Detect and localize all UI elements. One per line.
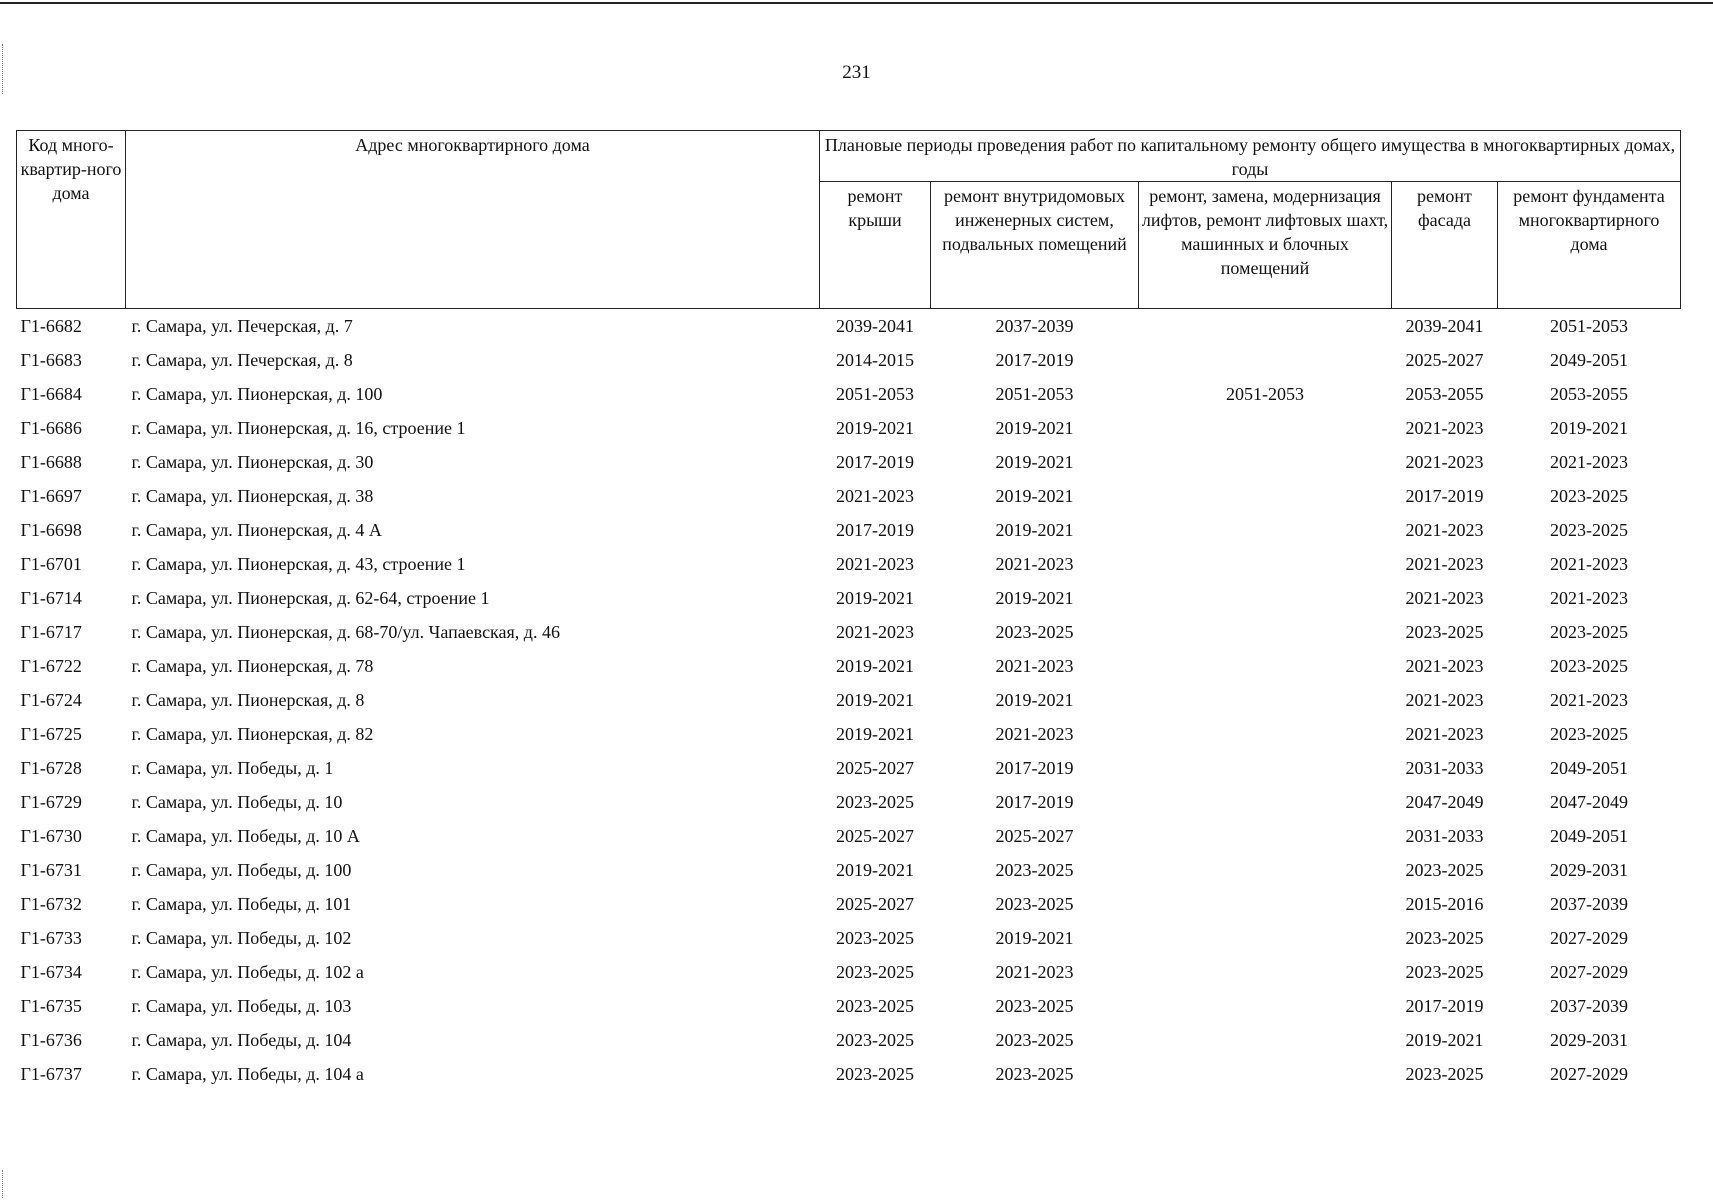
scan-edge-mark	[2, 1170, 3, 1198]
cell-systems: 2019-2021	[995, 418, 1074, 438]
cell-roof: 2019-2021	[836, 724, 914, 744]
cell-address: г. Самара, ул. Пионерская, д. 62-64, строение 1	[131, 588, 490, 608]
cell-address: г. Самара, ул. Победы, д. 10	[131, 792, 343, 812]
cell-address: г. Самара, ул. Печерская, д. 8	[131, 350, 353, 370]
cell-address: г. Самара, ул. Пионерская, д. 16, строение 1	[131, 418, 466, 438]
cell-facade: 2019-2021	[1405, 1030, 1484, 1050]
cell-elevators	[1139, 785, 1392, 819]
table-row	[17, 411, 1681, 445]
cell-systems: 2023-2025	[995, 860, 1074, 880]
cell-foundation: 2051-2053	[1550, 316, 1628, 336]
cell-foundation: 2023-2025	[1550, 520, 1628, 540]
cell-systems: 2021-2023	[995, 724, 1074, 744]
cell-facade: 2017-2019	[1405, 996, 1484, 1016]
cell-facade: 2031-2033	[1405, 826, 1484, 846]
cell-facade: 2023-2025	[1405, 622, 1484, 642]
table-row	[17, 547, 1681, 581]
cell-roof: 2023-2025	[836, 792, 914, 812]
table-row	[17, 513, 1681, 547]
cell-foundation: 2027-2029	[1550, 962, 1628, 982]
cell-roof: 2019-2021	[836, 588, 914, 608]
cell-code: Г1-6714	[20, 588, 82, 608]
cell-roof: 2021-2023	[836, 554, 914, 574]
cell-address: г. Самара, ул. Пионерская, д. 43, строение 1	[131, 554, 466, 574]
cell-address: г. Самара, ул. Победы, д. 104 а	[131, 1064, 364, 1084]
cell-elevators	[1139, 445, 1392, 479]
cell-elevators	[1139, 547, 1392, 581]
cell-facade: 2021-2023	[1405, 588, 1484, 608]
cell-code: Г1-6725	[20, 724, 82, 744]
cell-elevators	[1139, 479, 1392, 513]
cell-elevators	[1139, 615, 1392, 649]
cell-systems: 2021-2023	[995, 962, 1074, 982]
cell-foundation: 2037-2039	[1550, 894, 1628, 914]
cell-address: г. Самара, ул. Пионерская, д. 8	[131, 690, 365, 710]
cell-systems: 2025-2027	[995, 826, 1074, 846]
cell-roof: 2039-2041	[836, 316, 914, 336]
cell-systems: 2019-2021	[995, 452, 1074, 472]
cell-roof: 2021-2023	[836, 486, 914, 506]
cell-address: г. Самара, ул. Победы, д. 104	[131, 1030, 352, 1050]
cell-address: г. Самара, ул. Победы, д. 102	[131, 928, 352, 948]
cell-elevators	[1139, 819, 1392, 853]
cell-systems: 2051-2053	[995, 384, 1074, 404]
cell-foundation: 2023-2025	[1550, 622, 1628, 642]
table-row	[17, 445, 1681, 479]
cell-facade: 2039-2041	[1405, 316, 1484, 336]
cell-elevators	[1139, 1057, 1392, 1091]
cell-systems: 2023-2025	[995, 894, 1074, 914]
cell-facade: 2021-2023	[1405, 520, 1484, 540]
cell-code: Г1-6688	[20, 452, 82, 472]
cell-foundation: 2023-2025	[1550, 656, 1628, 676]
cell-systems: 2021-2023	[995, 554, 1074, 574]
cell-elevators	[1139, 581, 1392, 615]
cell-foundation: 2019-2021	[1550, 418, 1628, 438]
cell-facade: 2021-2023	[1405, 656, 1484, 676]
cell-roof: 2023-2025	[836, 928, 914, 948]
cell-code: Г1-6684	[20, 384, 82, 404]
cell-foundation: 2049-2051	[1550, 350, 1628, 370]
cell-facade: 2021-2023	[1405, 418, 1484, 438]
cell-elevators	[1139, 343, 1392, 377]
cell-roof: 2051-2053	[836, 384, 914, 404]
cell-code: Г1-6733	[20, 928, 82, 948]
cell-foundation: 2023-2025	[1550, 486, 1628, 506]
cell-facade: 2021-2023	[1405, 554, 1484, 574]
cell-roof: 2017-2019	[836, 520, 914, 540]
header-foundation: ремонт фундамента многоквартирного дома	[1498, 182, 1681, 309]
header-periods: Плановые периоды проведения работ по капитальному ремонту общего имущества в многоквартирных домах, годы	[820, 131, 1681, 182]
cell-elevators	[1139, 649, 1392, 683]
table-row	[17, 581, 1681, 615]
cell-facade: 2023-2025	[1405, 928, 1484, 948]
table-row	[17, 615, 1681, 649]
cell-elevators	[1139, 989, 1392, 1023]
cell-address: г. Самара, ул. Пионерская, д. 30	[131, 452, 374, 472]
cell-code: Г1-6734	[20, 962, 82, 982]
cell-systems: 2019-2021	[995, 588, 1074, 608]
cell-address: г. Самара, ул. Победы, д. 103	[131, 996, 352, 1016]
cell-foundation: 2049-2051	[1550, 758, 1628, 778]
cell-address: г. Самара, ул. Победы, д. 100	[131, 860, 352, 880]
cell-roof: 2017-2019	[836, 452, 914, 472]
cell-roof: 2023-2025	[836, 1030, 914, 1050]
cell-elevators: 2051-2053	[1226, 384, 1304, 404]
cell-roof: 2023-2025	[836, 962, 914, 982]
cell-address: г. Самара, ул. Победы, д. 101	[131, 894, 352, 914]
cell-code: Г1-6730	[20, 826, 82, 846]
cell-elevators	[1139, 717, 1392, 751]
cell-code: Г1-6698	[20, 520, 82, 540]
cell-facade: 2053-2055	[1405, 384, 1484, 404]
table-row	[17, 479, 1681, 513]
page-number: 231	[842, 62, 871, 83]
cell-systems: 2017-2019	[995, 350, 1074, 370]
cell-roof: 2019-2021	[836, 690, 914, 710]
table-row	[17, 649, 1681, 683]
table-row	[17, 1057, 1681, 1091]
header-elevators: ремонт, замена, модернизация лифтов, ремонт лифтовых шахт, машинных и блочных помещений	[1139, 182, 1392, 309]
cell-roof: 2025-2027	[836, 826, 914, 846]
cell-roof: 2025-2027	[836, 758, 914, 778]
cell-address: г. Самара, ул. Победы, д. 1	[131, 758, 334, 778]
header-roof: ремонт крыши	[820, 182, 931, 309]
table-row	[17, 751, 1681, 785]
cell-facade: 2023-2025	[1405, 860, 1484, 880]
header-address: Адрес многоквартирного дома	[126, 131, 820, 309]
cell-systems: 2019-2021	[995, 690, 1074, 710]
cell-facade: 2017-2019	[1405, 486, 1484, 506]
cell-elevators	[1139, 887, 1392, 921]
cell-code: Г1-6731	[20, 860, 82, 880]
table-row	[17, 955, 1681, 989]
cell-foundation: 2027-2029	[1550, 1064, 1628, 1084]
cell-elevators	[1139, 513, 1392, 547]
table-row	[17, 717, 1681, 751]
cell-elevators	[1139, 683, 1392, 717]
table-row	[17, 1023, 1681, 1057]
cell-code: Г1-6717	[20, 622, 82, 642]
cell-systems: 2023-2025	[995, 1030, 1074, 1050]
cell-code: Г1-6686	[20, 418, 82, 438]
cell-foundation: 2021-2023	[1550, 554, 1628, 574]
cell-foundation: 2029-2031	[1550, 860, 1628, 880]
cell-foundation: 2027-2029	[1550, 928, 1628, 948]
cell-code: Г1-6735	[20, 996, 82, 1016]
table-row	[17, 343, 1681, 377]
cell-elevators	[1139, 411, 1392, 445]
table-row	[17, 683, 1681, 717]
cell-address: г. Самара, ул. Пионерская, д. 38	[131, 486, 374, 506]
cell-foundation: 2023-2025	[1550, 724, 1628, 744]
table-row	[17, 853, 1681, 887]
cell-roof: 2014-2015	[836, 350, 914, 370]
cell-roof: 2019-2021	[836, 656, 914, 676]
cell-facade: 2015-2016	[1405, 894, 1484, 914]
top-rule	[0, 2, 1713, 4]
cell-code: Г1-6724	[20, 690, 82, 710]
table-row	[17, 921, 1681, 955]
cell-systems: 2021-2023	[995, 656, 1074, 676]
cell-address: г. Самара, ул. Пионерская, д. 78	[131, 656, 374, 676]
cell-roof: 2021-2023	[836, 622, 914, 642]
cell-elevators	[1139, 1023, 1392, 1057]
cell-systems: 2017-2019	[995, 758, 1074, 778]
cell-systems: 2019-2021	[995, 486, 1074, 506]
cell-elevators	[1139, 309, 1392, 344]
cell-systems: 2023-2025	[995, 1064, 1074, 1084]
cell-elevators	[1139, 955, 1392, 989]
cell-foundation: 2049-2051	[1550, 826, 1628, 846]
cell-facade: 2025-2027	[1405, 350, 1484, 370]
cell-foundation: 2021-2023	[1550, 690, 1628, 710]
cell-address: г. Самара, ул. Печерская, д. 7	[131, 316, 353, 336]
header-code: Код много-квартир-ного дома	[17, 131, 126, 309]
cell-elevators	[1139, 751, 1392, 785]
cell-code: Г1-6729	[20, 792, 82, 812]
cell-foundation: 2029-2031	[1550, 1030, 1628, 1050]
cell-code: Г1-6697	[20, 486, 82, 506]
cell-address: г. Самара, ул. Победы, д. 10 А	[131, 826, 360, 846]
table-row	[17, 309, 1681, 344]
cell-facade: 2023-2025	[1405, 962, 1484, 982]
cell-facade: 2047-2049	[1405, 792, 1484, 812]
cell-roof: 2023-2025	[836, 996, 914, 1016]
repair-schedule-table	[16, 130, 1681, 1091]
cell-systems: 2023-2025	[995, 622, 1074, 642]
cell-code: Г1-6683	[20, 350, 82, 370]
table-row	[17, 989, 1681, 1023]
cell-roof: 2019-2021	[836, 860, 914, 880]
cell-facade: 2021-2023	[1405, 690, 1484, 710]
cell-address: г. Самара, ул. Победы, д. 102 а	[131, 962, 364, 982]
table-row	[17, 819, 1681, 853]
cell-elevators	[1139, 921, 1392, 955]
cell-address: г. Самара, ул. Пионерская, д. 4 А	[131, 520, 382, 540]
cell-address: г. Самара, ул. Пионерская, д. 100	[131, 384, 383, 404]
table-row	[17, 887, 1681, 921]
cell-elevators	[1139, 853, 1392, 887]
cell-foundation: 2021-2023	[1550, 452, 1628, 472]
cell-code: Г1-6701	[20, 554, 82, 574]
cell-systems: 2037-2039	[995, 316, 1074, 336]
table-row	[17, 785, 1681, 819]
cell-facade: 2023-2025	[1405, 1064, 1484, 1084]
cell-systems: 2019-2021	[995, 928, 1074, 948]
cell-address: г. Самара, ул. Пионерская, д. 68-70/ул. Чапаевская, д. 46	[131, 622, 560, 642]
table-row	[17, 377, 1681, 411]
cell-code: Г1-6732	[20, 894, 82, 914]
cell-facade: 2021-2023	[1405, 452, 1484, 472]
cell-roof: 2025-2027	[836, 894, 914, 914]
cell-code: Г1-6737	[20, 1064, 82, 1084]
cell-systems: 2017-2019	[995, 792, 1074, 812]
cell-facade: 2021-2023	[1405, 724, 1484, 744]
cell-code: Г1-6722	[20, 656, 82, 676]
cell-code: Г1-6728	[20, 758, 82, 778]
cell-foundation: 2047-2049	[1550, 792, 1628, 812]
cell-roof: 2019-2021	[836, 418, 914, 438]
header-systems: ремонт внутридомовых инженерных систем, подвальных помещений	[931, 182, 1139, 309]
cell-code: Г1-6682	[20, 316, 82, 336]
header-facade: ремонт фасада	[1392, 182, 1498, 309]
cell-foundation: 2037-2039	[1550, 996, 1628, 1016]
cell-roof: 2023-2025	[836, 1064, 914, 1084]
cell-systems: 2023-2025	[995, 996, 1074, 1016]
cell-foundation: 2021-2023	[1550, 588, 1628, 608]
table-body	[17, 309, 1681, 1092]
cell-address: г. Самара, ул. Пионерская, д. 82	[131, 724, 374, 744]
cell-foundation: 2053-2055	[1550, 384, 1628, 404]
cell-code: Г1-6736	[20, 1030, 82, 1050]
cell-systems: 2019-2021	[995, 520, 1074, 540]
cell-facade: 2031-2033	[1405, 758, 1484, 778]
